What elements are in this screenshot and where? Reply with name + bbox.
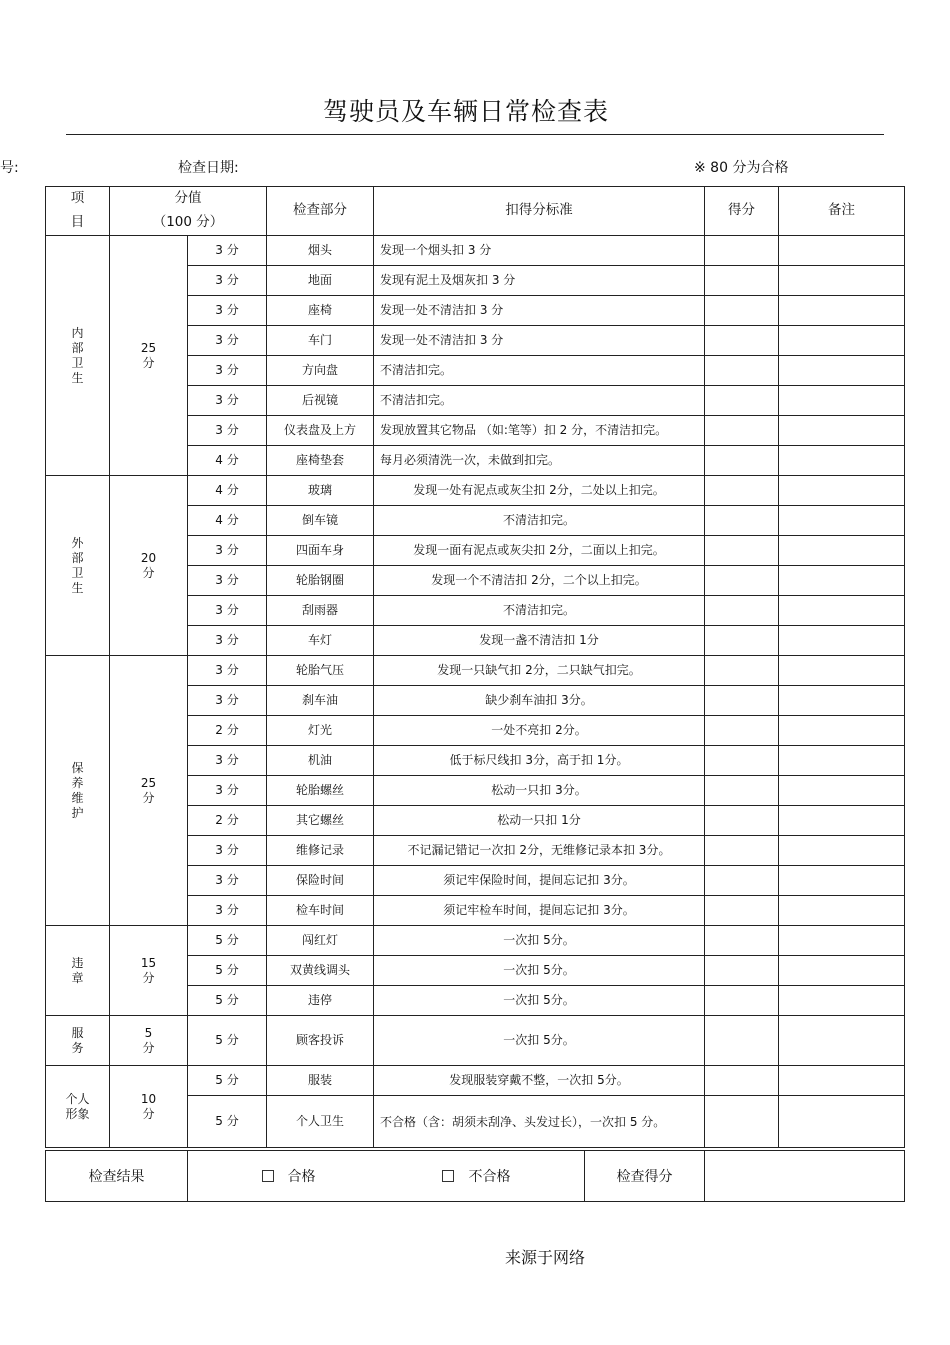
points-cell: 5 分 xyxy=(188,956,267,986)
table-row xyxy=(46,1016,905,1066)
score-input-cell[interactable] xyxy=(705,896,779,926)
remark-cell[interactable] xyxy=(779,1016,905,1066)
part-cell: 顾客投诉 xyxy=(267,1016,374,1066)
category-cell: 保养维护 xyxy=(46,656,110,926)
date-label: 检查日期: xyxy=(178,160,239,176)
remark-cell[interactable] xyxy=(779,626,905,656)
standard-cell: 发现一只缺气扣 2分，二只缺气扣完。 xyxy=(374,656,705,686)
part-cell: 玻璃 xyxy=(267,476,374,506)
part-cell: 仪表盘及上方 xyxy=(267,416,374,446)
remark-cell[interactable] xyxy=(779,236,905,266)
score-input-cell[interactable] xyxy=(705,296,779,326)
title-divider xyxy=(66,134,884,135)
score-input-cell[interactable] xyxy=(705,266,779,296)
points-cell: 2 分 xyxy=(188,716,267,746)
remark-cell[interactable] xyxy=(779,356,905,386)
part-cell: 后视镜 xyxy=(267,386,374,416)
points-cell: 3 分 xyxy=(188,866,267,896)
standard-cell: 不合格（含：胡须未刮净、头发过长），一次扣 5 分。 xyxy=(374,1096,705,1148)
remark-cell[interactable] xyxy=(779,536,905,566)
subtotal-cell: 5分 xyxy=(110,1016,188,1066)
category-cell: 违章 xyxy=(46,926,110,1016)
table-header-row xyxy=(46,187,905,236)
pass-note: ※ 80 分为合格 xyxy=(694,160,789,176)
score-input-cell[interactable] xyxy=(705,386,779,416)
source-footer: 来源于网络 xyxy=(504,1248,585,1267)
result-options xyxy=(188,1151,585,1202)
points-cell: 5 分 xyxy=(188,1066,267,1096)
remark-cell[interactable] xyxy=(779,716,905,746)
remark-cell[interactable] xyxy=(779,326,905,356)
part-cell: 轮胎螺丝 xyxy=(267,776,374,806)
points-cell: 4 分 xyxy=(188,476,267,506)
part-cell: 车灯 xyxy=(267,626,374,656)
score-input-cell[interactable] xyxy=(705,986,779,1016)
table-row xyxy=(46,476,905,506)
points-cell: 3 分 xyxy=(188,596,267,626)
points-cell: 3 分 xyxy=(188,746,267,776)
part-cell: 保险时间 xyxy=(267,866,374,896)
header-standard: 扣得分标准 xyxy=(374,187,705,236)
part-cell: 轮胎气压 xyxy=(267,656,374,686)
score-input-cell[interactable] xyxy=(705,1096,779,1148)
part-cell: 倒车镜 xyxy=(267,506,374,536)
subtotal-cell: 10分 xyxy=(110,1066,188,1148)
score-input-cell[interactable] xyxy=(705,536,779,566)
score-input-cell[interactable] xyxy=(705,476,779,506)
part-cell: 刮雨器 xyxy=(267,596,374,626)
points-cell: 3 分 xyxy=(188,776,267,806)
part-cell: 四面车身 xyxy=(267,536,374,566)
part-cell: 轮胎钢圈 xyxy=(267,566,374,596)
points-cell: 3 分 xyxy=(188,296,267,326)
pass-checkbox[interactable]: 合格 xyxy=(262,1169,316,1185)
remark-cell[interactable] xyxy=(779,266,905,296)
header-score: 分值 （100 分） xyxy=(110,187,267,236)
standard-cell: 须记牢保险时间，提间忘记扣 3分。 xyxy=(374,866,705,896)
part-cell: 地面 xyxy=(267,266,374,296)
remark-cell[interactable] xyxy=(779,956,905,986)
score-input-cell[interactable] xyxy=(705,806,779,836)
points-cell: 3 分 xyxy=(188,536,267,566)
subtotal-cell: 25分 xyxy=(110,236,188,476)
points-cell: 4 分 xyxy=(188,446,267,476)
checkbox-icon xyxy=(262,1170,274,1182)
standard-cell: 发现一处不清洁扣 3 分 xyxy=(374,326,705,356)
standard-cell: 每月必须清洗一次，未做到扣完。 xyxy=(374,446,705,476)
part-cell: 灯光 xyxy=(267,716,374,746)
number-label: 号: xyxy=(0,160,19,176)
remark-cell[interactable] xyxy=(779,506,905,536)
inspection-table xyxy=(45,186,905,1148)
header-got: 得分 xyxy=(705,187,779,236)
remark-cell[interactable] xyxy=(779,416,905,446)
score-input-cell[interactable] xyxy=(705,506,779,536)
score-field[interactable] xyxy=(705,1151,905,1202)
header-item: 项目 xyxy=(46,187,110,236)
score-input-cell[interactable] xyxy=(705,1016,779,1066)
remark-cell[interactable] xyxy=(779,1066,905,1096)
part-cell: 座椅垫套 xyxy=(267,446,374,476)
points-cell: 2 分 xyxy=(188,806,267,836)
score-input-cell[interactable] xyxy=(705,686,779,716)
remark-cell[interactable] xyxy=(779,296,905,326)
standard-cell: 发现一处有泥点或灰尘扣 2分，二处以上扣完。 xyxy=(374,476,705,506)
standard-cell: 发现一盏不清洁扣 1分 xyxy=(374,626,705,656)
part-cell: 闯红灯 xyxy=(267,926,374,956)
standard-cell: 发现一处不清洁扣 3 分 xyxy=(374,296,705,326)
subtotal-cell: 15分 xyxy=(110,926,188,1016)
points-cell: 3 分 xyxy=(188,266,267,296)
standard-cell: 不清洁扣完。 xyxy=(374,356,705,386)
remark-cell[interactable] xyxy=(779,866,905,896)
remark-cell[interactable] xyxy=(779,896,905,926)
part-cell: 烟头 xyxy=(267,236,374,266)
standard-cell: 一次扣 5分。 xyxy=(374,926,705,956)
category-cell: 内部卫生 xyxy=(46,236,110,476)
standard-cell: 发现有泥土及烟灰扣 3 分 xyxy=(374,266,705,296)
part-cell: 刹车油 xyxy=(267,686,374,716)
standard-cell: 须记牢检车时间，提间忘记扣 3分。 xyxy=(374,896,705,926)
points-cell: 3 分 xyxy=(188,386,267,416)
remark-cell[interactable] xyxy=(779,806,905,836)
standard-cell: 发现一个不清洁扣 2分，二个以上扣完。 xyxy=(374,566,705,596)
header-remark: 备注 xyxy=(779,187,905,236)
score-input-cell[interactable] xyxy=(705,566,779,596)
score-input-cell[interactable] xyxy=(705,626,779,656)
points-cell: 3 分 xyxy=(188,416,267,446)
standard-cell: 不记漏记错记一次扣 2分，无维修记录本扣 3分。 xyxy=(374,836,705,866)
checkbox-icon xyxy=(442,1170,454,1182)
part-cell: 车门 xyxy=(267,326,374,356)
category-cell: 外部卫生 xyxy=(46,476,110,656)
standard-cell: 发现一面有泥点或灰尖扣 2分，二面以上扣完。 xyxy=(374,536,705,566)
standard-cell: 不清洁扣完。 xyxy=(374,596,705,626)
remark-cell[interactable] xyxy=(779,566,905,596)
points-cell: 3 分 xyxy=(188,836,267,866)
table-row xyxy=(46,926,905,956)
score-input-cell[interactable] xyxy=(705,416,779,446)
score-input-cell[interactable] xyxy=(705,716,779,746)
fail-checkbox[interactable]: 不合格 xyxy=(442,1169,510,1185)
points-cell: 4 分 xyxy=(188,506,267,536)
score-input-cell[interactable] xyxy=(705,236,779,266)
category-cell: 服务 xyxy=(46,1016,110,1066)
part-cell: 其它螺丝 xyxy=(267,806,374,836)
remark-cell[interactable] xyxy=(779,1096,905,1148)
subtotal-cell: 25分 xyxy=(110,656,188,926)
standard-cell: 低于标尺线扣 3分，高于扣 1分。 xyxy=(374,746,705,776)
score-input-cell[interactable] xyxy=(705,1066,779,1096)
part-cell: 座椅 xyxy=(267,296,374,326)
points-cell: 3 分 xyxy=(188,236,267,266)
table-row xyxy=(46,236,905,266)
standard-cell: 发现服装穿戴不整，一次扣 5分。 xyxy=(374,1066,705,1096)
part-cell: 服装 xyxy=(267,1066,374,1096)
part-cell: 违停 xyxy=(267,986,374,1016)
score-input-cell[interactable] xyxy=(705,746,779,776)
part-cell: 双黄线调头 xyxy=(267,956,374,986)
part-cell: 方向盘 xyxy=(267,356,374,386)
points-cell: 5 分 xyxy=(188,926,267,956)
standard-cell: 缺少刹车油扣 3分。 xyxy=(374,686,705,716)
category-cell: 个人形象 xyxy=(46,1066,110,1148)
score-input-cell[interactable] xyxy=(705,356,779,386)
standard-cell: 松动一只扣 1分 xyxy=(374,806,705,836)
score-input-cell[interactable] xyxy=(705,596,779,626)
score-input-cell[interactable] xyxy=(705,446,779,476)
part-cell: 个人卫生 xyxy=(267,1096,374,1148)
score-input-cell[interactable] xyxy=(705,836,779,866)
remark-cell[interactable] xyxy=(779,926,905,956)
score-input-cell[interactable] xyxy=(705,866,779,896)
standard-cell: 发现放置其它物品 （如:笔等）扣 2 分，不清洁扣完。 xyxy=(374,416,705,446)
remark-cell[interactable] xyxy=(779,686,905,716)
standard-cell: 一次扣 5分。 xyxy=(374,1016,705,1066)
points-cell: 5 分 xyxy=(188,1096,267,1148)
table-row xyxy=(46,1066,905,1096)
standard-cell: 松动一只扣 3分。 xyxy=(374,776,705,806)
score-input-cell[interactable] xyxy=(705,326,779,356)
page-title: 驾驶员及车辆日常检查表 xyxy=(322,97,609,126)
points-cell: 3 分 xyxy=(188,686,267,716)
part-cell: 维修记录 xyxy=(267,836,374,866)
remark-cell[interactable] xyxy=(779,476,905,506)
part-cell: 检车时间 xyxy=(267,896,374,926)
remark-cell[interactable] xyxy=(779,656,905,686)
remark-cell[interactable] xyxy=(779,446,905,476)
score-input-cell[interactable] xyxy=(705,656,779,686)
standard-cell: 一次扣 5分。 xyxy=(374,986,705,1016)
remark-cell[interactable] xyxy=(779,386,905,416)
points-cell: 5 分 xyxy=(188,986,267,1016)
remark-cell[interactable] xyxy=(779,836,905,866)
standard-cell: 不清洁扣完。 xyxy=(374,506,705,536)
remark-cell[interactable] xyxy=(779,776,905,806)
remark-cell[interactable] xyxy=(779,596,905,626)
points-cell: 3 分 xyxy=(188,326,267,356)
score-input-cell[interactable] xyxy=(705,926,779,956)
score-input-cell[interactable] xyxy=(705,776,779,806)
subtotal-cell: 20分 xyxy=(110,476,188,656)
result-label: 检查结果 xyxy=(46,1151,188,1202)
table-row xyxy=(46,656,905,686)
points-cell: 3 分 xyxy=(188,566,267,596)
standard-cell: 发现一个烟头扣 3 分 xyxy=(374,236,705,266)
points-cell: 3 分 xyxy=(188,896,267,926)
points-cell: 5 分 xyxy=(188,1016,267,1066)
score-input-cell[interactable] xyxy=(705,956,779,986)
standard-cell: 一次扣 5分。 xyxy=(374,956,705,986)
score-label: 检查得分 xyxy=(585,1151,705,1202)
remark-cell[interactable] xyxy=(779,986,905,1016)
points-cell: 3 分 xyxy=(188,656,267,686)
standard-cell: 一处不亮扣 2分。 xyxy=(374,716,705,746)
result-table xyxy=(45,1150,905,1202)
remark-cell[interactable] xyxy=(779,746,905,776)
header-part: 检查部分 xyxy=(267,187,374,236)
points-cell: 3 分 xyxy=(188,356,267,386)
part-cell: 机油 xyxy=(267,746,374,776)
standard-cell: 不清洁扣完。 xyxy=(374,386,705,416)
points-cell: 3 分 xyxy=(188,626,267,656)
